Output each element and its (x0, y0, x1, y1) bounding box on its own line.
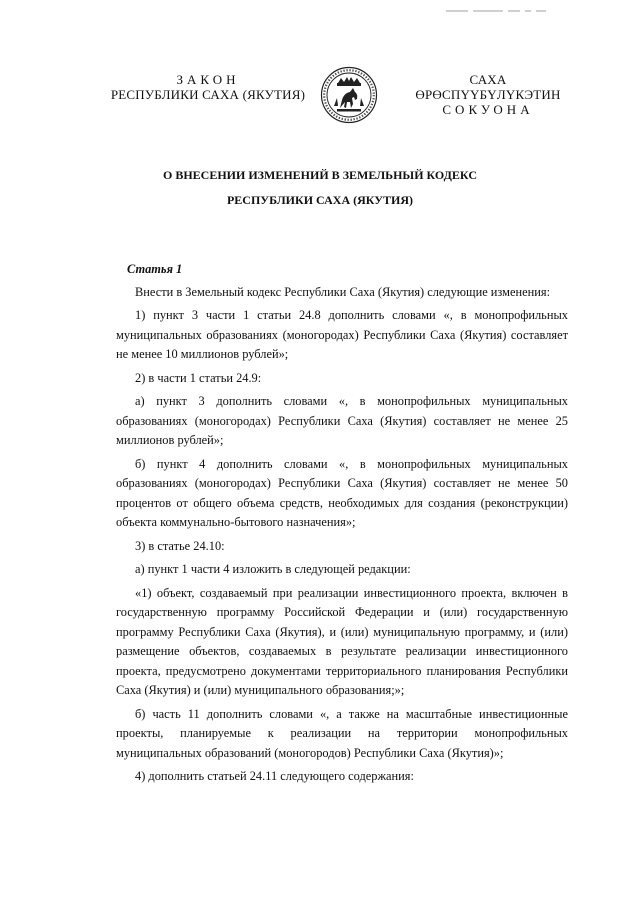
body-paragraph: 4) дополнить статьей 24.11 следующего содержания: (135, 769, 414, 783)
document-title-line2: РЕСПУБЛИКИ САХА (ЯКУТИЯ) (226, 193, 414, 207)
header-right (398, 72, 578, 117)
body-paragraph: 1) пункт 3 части 1 статьи 24.8 дополнить словами «, в монопрофильных муниципальных образованиях (моногородах) Республики Саха (Якутия) составляет не менее 10 миллионов рублей»; (116, 308, 568, 361)
scan-artifact (446, 10, 556, 13)
body-paragraph: 2) в части 1 статьи 24.9: (135, 370, 262, 385)
body-paragraph: а) пункт 1 части 4 изложить в следующей редакции: (135, 562, 411, 576)
republic-name-ru: РЕСПУБЛИКИ САХА (ЯКУТИЯ) (110, 87, 306, 102)
body-paragraph: 3) в статье 24.10: (135, 538, 225, 553)
body-paragraph: б) часть 11 дополнить словами «, а также на масштабные инвестиционные проекты, планируемые к реализации на территории монопрофильных муниципальных образований (моногородов) Республики Саха (Якутия)»; (116, 706, 568, 760)
law-label-ru: ЗАКОН (176, 72, 240, 87)
coat-of-arms-icon (320, 66, 378, 124)
body-paragraph: Внести в Земельный кодекс Республики Саха (Якутия) следующие изменения: (135, 284, 551, 299)
law-label-sakha: СОКУОНА (442, 102, 534, 117)
article-heading: Статья 1 (127, 262, 183, 276)
document-body (116, 260, 568, 787)
header-left (103, 72, 313, 102)
body-paragraph: б) пункт 4 дополнить словами «, в монопрофильных муниципальных образованиях (моногородах) Республики Саха (Якутия) составляет не менее 50 процентов от общего объема средств, необходимых для создания (реконструкции) объекта коммунально-бытового назначения»; (116, 456, 568, 529)
body-paragraph: а) пункт 3 дополнить словами «, в монопрофильных муниципальных образованиях (моногородах) Республики Саха (Якутия) составляет не менее 25 миллионов рублей»; (116, 394, 568, 447)
document-title-line1: О ВНЕСЕНИИ ИЗМЕНЕНИЙ В ЗЕМЕЛЬНЫЙ КОДЕКС (163, 168, 477, 182)
body-paragraph: «1) объект, создаваемый при реализации инвестиционного проекта, включен в государственную программу Российской Федерации и (или) государственную программу Республики Саха (Якутия), и (или) муниципальную программу, и (или) размещение объектов, создаваемых в результате реализации инвестиционного проекта, предусмотрено документами территориального планирования Республики Саха (Якутия) и (или) муниципального образования;»; (116, 585, 568, 697)
republic-name-sakha: САХА ӨРӨСПҮҮБҮЛҮКЭТИН (415, 72, 561, 102)
